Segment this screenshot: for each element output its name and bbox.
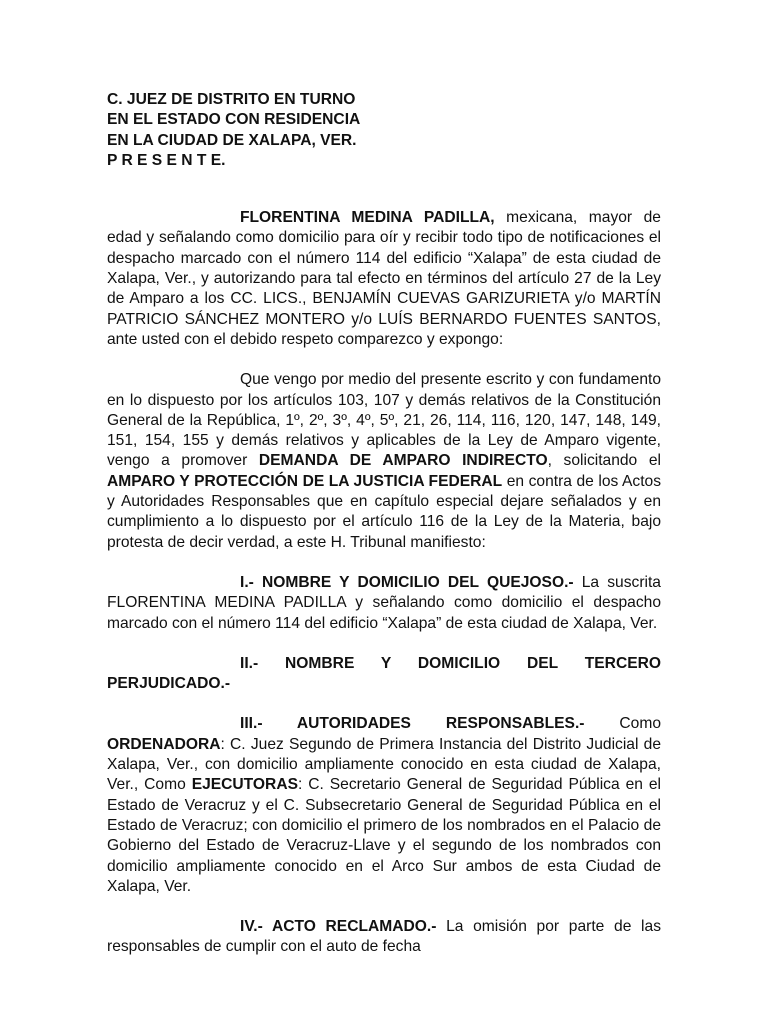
basis-paragraph [107,370,661,553]
basis-text-3: en contra de los Actos y Autoridades Responsables que en capítulo especial dejare señalados y en cumplimiento a lo dispuesto por el artículo 116 de la Ley de la Materia, bajo protesta de decir verdad, a este H. Tribunal manifiesto: [107,472,662,551]
addressee-line-2: EN EL ESTADO CON RESIDENCIA [107,111,361,129]
addressee-line-3: EN LA CIUDAD DE XALAPA, VER. [107,131,357,149]
section-1-heading: I.- NOMBRE Y DOMICILIO DEL QUEJOSO.- [240,573,574,591]
section-4-text: La omisión por parte de las responsables de cumplir con el auto de fecha [107,918,661,956]
petitioner-name: FLORENTINA MEDINA PADILLA, [240,209,495,227]
document-body [107,90,661,958]
addressee-block [107,90,661,171]
section-1-paragraph [107,573,661,634]
section-3-text-1: Como [584,715,661,733]
section-4-paragraph [107,917,661,958]
basis-bold-2: AMPARO Y PROTECCIÓN DE LA JUSTICIA FEDERAL [107,472,503,490]
section-3-paragraph [107,714,661,897]
section-2-paragraph [107,654,661,695]
section-3-bold-1: ORDENADORA [107,735,221,753]
addressee-line-4: P R E S E N T E. [107,151,226,169]
intro-paragraph [107,208,661,350]
basis-text-1: Que vengo por medio del presente escrito y con fundamento en lo dispuesto por los artículos 103, 107 y demás relativos de la Constitución General de la República, 1º, 2º, 3º, 4º, 5º, 21, 26, 114, 116, 120, 147, 148, 149, 151, 154, 155 y demás relativos y aplicables de la Ley de Amparo vigente, vengo a promover [107,371,661,470]
addressee-line-1: C. JUEZ DE DISTRITO EN TURNO [107,91,356,108]
basis-bold-1: DEMANDA DE AMPARO INDIRECTO [258,452,548,470]
section-3-text-2: : C. Juez Segundo de Primera Instancia del Distrito Judicial de Xalapa, Ver., con domicilio ampliamente conocido en esta ciudad de Xalapa, Ver., Como [107,735,661,794]
intro-text: mexicana, mayor de edad y señalando como domicilio para oír y recibir todo tipo de notificaciones el despacho marcado con el número 114 del edificio “Xalapa” de esta ciudad de Xalapa, Ver., y autorizando para tal efecto en términos del artículo 27 de la Ley de Amparo a los CC. LICS., BENJAMÍN CUEVAS GARIZURIETA y/o MARTÍN PATRICIO SÁNCHEZ MONTERO y/o LUÍS BERNARDO FUENTES SANTOS, ante usted con el debido respeto comparezco y expongo: [107,209,661,348]
section-4-heading: IV.- ACTO RECLAMADO.- [240,918,437,936]
section-2-heading: II.- NOMBRE Y DOMICILIO DEL TERCERO PERJUDICADO.- [107,654,661,693]
basis-text-2: , solicitando el [547,452,661,470]
section-3-heading: III.- AUTORIDADES RESPONSABLES.- [240,715,585,733]
section-3-bold-2: EJECUTORAS [191,776,298,794]
section-1-text: La suscrita FLORENTINA MEDINA PADILLA y señalando como domicilio el despacho marcado con el número 114 del edificio “Xalapa” de esta ciudad de Xalapa, Ver. [107,573,661,632]
section-3-text-3: : C. Secretario General de Seguridad Pública en el Estado de Veracruz y el C. Subsecretario General de Seguridad Pública en el Estado de Veracruz; con domicilio el primero de los nombrados en el Palacio de Gobierno del Estado de Veracruz-Llave y el segundo de los nombrados con domicilio ampliamente conocido en el Arco Sur ambos de esta Ciudad de Xalapa, Ver. [107,776,661,895]
